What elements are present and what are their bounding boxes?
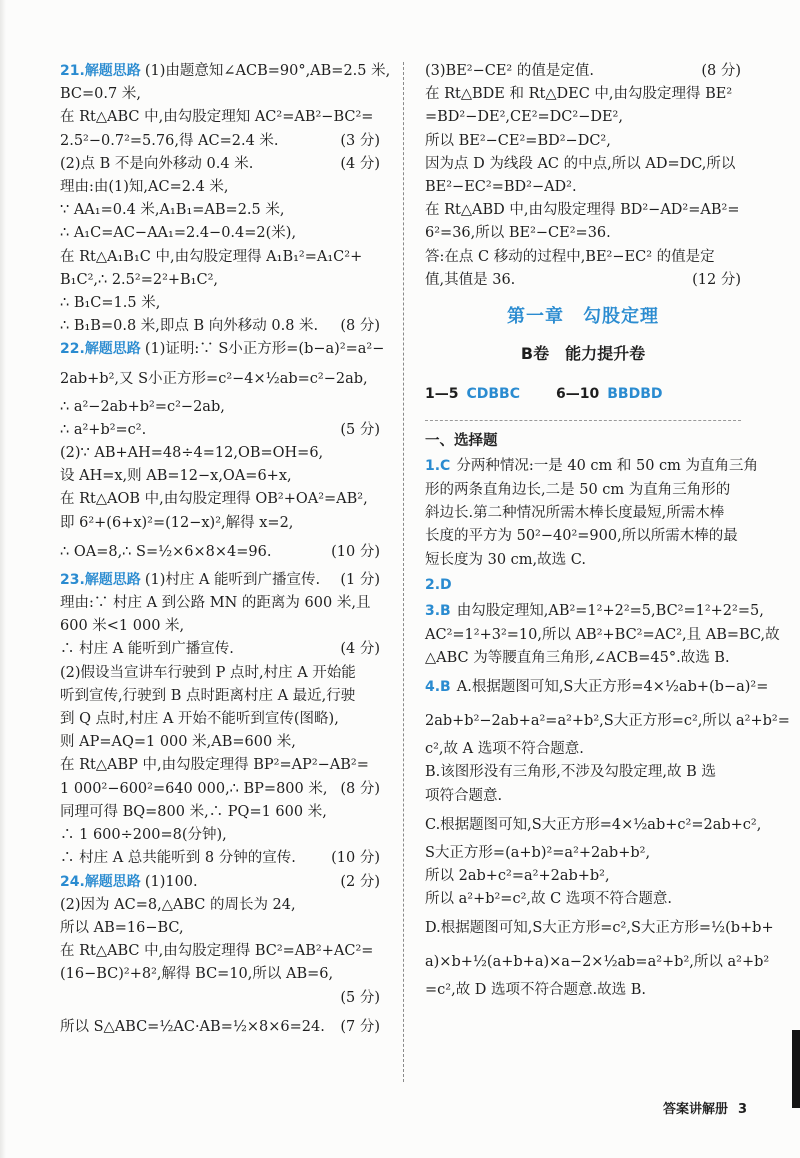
chapter-title: 第一章 勾股定理	[507, 306, 659, 328]
question-head	[60, 569, 320, 592]
line-text: 值,其值是 36.	[425, 271, 516, 288]
text-line: 在 Rt△ABP 中,由勾股定理得 BP²=AP²−AB²=	[60, 757, 369, 774]
text-line: ∴ 1 600÷200=8(分钟),	[60, 827, 227, 844]
text-line: 项符合题意.	[425, 787, 503, 804]
question-start	[60, 871, 380, 894]
text-line: 2ab+b²−2ab+a²=a²+b²,S大正方形=c²,所以 a²+b²=	[425, 713, 790, 730]
text-line: 6²=36,所以 BE²−CE²=36.	[425, 225, 611, 242]
scored-line	[60, 638, 380, 661]
question-start	[60, 60, 391, 83]
line-text: (1)证明:∵ S小正方形=(b−a)²=a²−	[144, 341, 385, 358]
text-line: 斜边长.第二种情况所需木棒长度最短,所需木棒	[425, 505, 725, 522]
text-line: △ABC 为等腰直角三角形,∠ACB=45°.故选 B.	[425, 650, 730, 667]
text-line: 答:在点 C 移动的过程中,BE²−EC² 的值是定	[425, 248, 715, 265]
question-number: 21.	[60, 63, 85, 79]
line-text: 分两种情况:一是 40 cm 和 50 cm 为直角三角	[456, 458, 759, 475]
score-mark: (4 分)	[340, 155, 380, 172]
text-line: AC²=1²+3²=10,所以 AB²+BC²=AC²,且 AB=BC,故	[425, 626, 780, 643]
solution-tag: 解题思路	[84, 63, 141, 79]
scored-line	[60, 1010, 380, 1044]
page-number: 3	[738, 1102, 748, 1117]
line-text: 1 000²−600²=640 000,∴ BP=800 米,	[60, 780, 328, 797]
score-mark: (4 分)	[340, 641, 380, 658]
answer-start	[425, 572, 741, 598]
scored-line	[60, 419, 380, 442]
score-mark: (5 分)	[340, 989, 380, 1006]
right-column	[425, 60, 790, 1003]
answer-number: 1.C	[425, 458, 451, 475]
text-line: 理由:∵ 村庄 A 到公路 MN 的距离为 600 米,且	[60, 595, 371, 612]
text-line: 600 米<1 000 米,	[60, 618, 185, 635]
score-mark: (5 分)	[340, 421, 380, 438]
score-mark: (8 分)	[701, 63, 741, 79]
question-head	[60, 341, 384, 357]
line-text: (1)由题意知∠ACB=90°,AB=2.5 米,	[144, 63, 391, 79]
answer-number: 2.D	[425, 576, 452, 593]
column-divider	[403, 62, 404, 1082]
text-line: 长度的平方为 50²−40²=900,所以所需木棒的最	[425, 528, 738, 545]
line-text: ∴ 村庄 A 能听到广播宣传.	[60, 641, 234, 658]
line-text: ∴ a²+b²=c².	[60, 421, 147, 438]
quick-answer-group-2	[556, 386, 663, 402]
solution-tag: 解题思路	[84, 873, 141, 890]
text-line: 所以 AB=16−BC,	[60, 919, 184, 936]
answer-number: 3.B	[425, 602, 451, 619]
quick-answer-range: 1—5	[425, 386, 459, 403]
answer-number: 4.B	[425, 679, 451, 696]
text-line: 在 Rt△BDE 和 Rt△DEC 中,由勾股定理得 BE²	[425, 86, 733, 103]
score-mark: (2 分)	[340, 873, 380, 890]
text-line: 听到宣传,行驶到 B 点时距离村庄 A 最近,行驶	[60, 687, 356, 704]
line-text: A.根据题图可知,S大正方形=4×½ab+(b−a)²=	[456, 679, 769, 696]
score-mark: (10 分)	[331, 543, 380, 560]
page-edge-tab	[792, 1030, 800, 1108]
text-line: ∴ a²−2ab+b²=c²−2ab,	[60, 398, 225, 415]
answer-start	[425, 670, 769, 704]
line-text: 由勾股定理知,AB²=1²+2²=5,BC²=1²+2²=5,	[456, 602, 764, 619]
text-line: 到 Q 点时,村庄 A 开始不能听到宣传(图略),	[60, 711, 339, 728]
score-mark: (8 分)	[340, 780, 380, 797]
scored-line	[60, 153, 380, 176]
question-start	[60, 338, 385, 361]
line-text: (2)点 B 不是向外移动 0.4 米.	[60, 155, 254, 172]
text-line: ∴ B₁C=1.5 米,	[60, 295, 161, 312]
text-line: =c²,故 D 选项不符合题意.故选 B.	[425, 982, 647, 999]
q24-continuation	[425, 60, 741, 292]
quick-answer-group-1	[425, 386, 520, 402]
solution-tag: 解题思路	[84, 341, 141, 358]
text-line: D.根据题图可知,S大正方形=c²,S大正方形=½(b+b+	[425, 920, 774, 937]
text-line: 形的两条直角边长,二是 50 cm 为直角三角形的	[425, 482, 731, 499]
text-line: 在 Rt△A₁B₁C 中,由勾股定理得 A₁B₁²=A₁C²+	[60, 248, 363, 265]
footer-label: 答案讲解册	[663, 1102, 729, 1117]
quick-answer-sequence: BBDBD	[607, 386, 663, 403]
quick-answer-range: 6—10	[556, 386, 600, 403]
text-line: 所以 2ab+c²=a²+2ab+b²,	[425, 868, 610, 885]
text-line: (16−BC)²+8²,解得 BC=10,所以 AB=6,	[60, 966, 334, 983]
text-line: 在 Rt△ABC 中,由勾股定理知 AC²=AB²−BC²=	[60, 109, 374, 126]
page-footer	[663, 1098, 747, 1117]
page-binding-shadow	[0, 0, 6, 1158]
text-line: 所以 a²+b²=c²,故 C 选项不符合题意.	[425, 891, 672, 908]
text-line: 2ab+b²,又 S小正方形=c²−4×½ab=c²−2ab,	[60, 370, 368, 387]
text-line: C.根据题图可知,S大正方形=4×½ab+c²=2ab+c²,	[425, 816, 762, 833]
line-text: 2.5²−0.7²=5.76,得 AC=2.4 米.	[60, 132, 279, 149]
scored-line	[60, 130, 380, 153]
line-text: ∴ OA=8,∴ S=½×6×8×4=96.	[60, 543, 272, 560]
text-line: BC=0.7 米,	[60, 86, 141, 103]
text-line: ∵ AA₁=0.4 米,A₁B₁=AB=2.5 米,	[60, 202, 285, 219]
text-line: (2)假设当宣讲车行驶到 P 点时,村庄 A 开始能	[60, 664, 356, 681]
score-mark: (10 分)	[331, 850, 380, 867]
section-rule	[425, 420, 741, 421]
scored-line	[60, 315, 380, 338]
text-line: 在 Rt△AOB 中,由勾股定理得 OB²+OA²=AB²,	[60, 491, 368, 508]
choice-solutions	[425, 453, 790, 1003]
text-line: S大正方形=(a+b)²=a²+2ab+b²,	[425, 844, 651, 861]
score-mark: (1 分)	[340, 571, 380, 588]
scored-line	[425, 60, 741, 83]
line-text: ∴ B₁B=0.8 米,即点 B 向外移动 0.8 米.	[60, 318, 319, 335]
text-line: 即 6²+(6+x)²=(12−x)²,解得 x=2,	[60, 514, 294, 531]
quick-answers	[425, 386, 741, 402]
text-line: 短长度为 30 cm,故选 C.	[425, 551, 586, 568]
quick-answer-sequence: CDBBC	[466, 386, 520, 403]
scored-line	[60, 535, 380, 569]
scored-line	[60, 847, 380, 870]
answer-start	[425, 598, 764, 624]
scored-line	[60, 987, 380, 1010]
text-line: 理由:由(1)知,AC=2.4 米,	[60, 179, 229, 196]
text-line: BE²−EC²=BD²−AD².	[425, 179, 577, 196]
line-text: (1)村庄 A 能听到广播宣传.	[144, 571, 321, 588]
text-line: 同理可得 BQ=800 米,∴ PQ=1 600 米,	[60, 803, 327, 820]
text-line: 在 Rt△ABD 中,由勾股定理得 BD²−AD²=AB²=	[425, 202, 740, 219]
text-line: a)×b+½(a+b+a)×a−2×½ab=a²+b²,所以 a²+b²	[425, 954, 770, 971]
text-line: B.该图形没有三角形,不涉及勾股定理,故 B 选	[425, 764, 716, 781]
score-mark: (8 分)	[340, 318, 380, 335]
scored-line	[425, 269, 741, 292]
score-mark: (3 分)	[340, 132, 380, 149]
question-head	[60, 63, 390, 79]
score-mark: (12 分)	[692, 271, 741, 288]
text-line: B₁C²,∴ 2.5²=2²+B₁C²,	[60, 271, 219, 288]
question-start	[60, 569, 380, 592]
text-line: 则 AP=AQ=1 000 米,AB=600 米,	[60, 734, 296, 751]
line-text: 所以 S△ABC=½AC·AB=½×8×6=24.	[60, 1018, 325, 1035]
text-line: (2)因为 AC=8,△ABC 的周长为 24,	[60, 896, 296, 913]
text-line: =BD²−DE²,CE²=DC²−DE²,	[425, 109, 623, 126]
answer-start	[425, 453, 759, 479]
section-heading: 一、选择题	[425, 433, 498, 450]
text-line: 在 Rt△ABC 中,由勾股定理得 BC²=AB²+AC²=	[60, 943, 374, 960]
text-line: 所以 BE²−CE²=BD²−DC²,	[425, 132, 611, 149]
line-text: (3)BE²−CE² 的值是定值.	[425, 63, 594, 79]
solution-tag: 解题思路	[84, 571, 141, 588]
question-number: 23.	[60, 571, 85, 588]
left-column	[60, 60, 391, 1044]
text-line: (2)∵ AB+AH=48÷4=12,OB=OH=6,	[60, 445, 324, 462]
sub-title: B卷 能力提升卷	[520, 344, 646, 364]
score-mark: (7 分)	[340, 1018, 380, 1035]
scored-line	[60, 778, 380, 801]
line-text: ∴ 村庄 A 总共能听到 8 分钟的宣传.	[60, 850, 296, 867]
line-text: (1)100.	[144, 873, 198, 890]
question-number: 22.	[60, 341, 85, 358]
text-line: 因为点 D 为线段 AC 的中点,所以 AD=DC,所以	[425, 155, 736, 172]
text-line: c²,故 A 选项不符合题意.	[425, 741, 584, 758]
text-line: 设 AH=x,则 AB=12−x,OA=6+x,	[60, 468, 292, 485]
text-line: ∴ A₁C=AC−AA₁=2.4−0.4=2(米),	[60, 225, 297, 242]
question-number: 24.	[60, 873, 85, 890]
question-head	[60, 871, 198, 894]
